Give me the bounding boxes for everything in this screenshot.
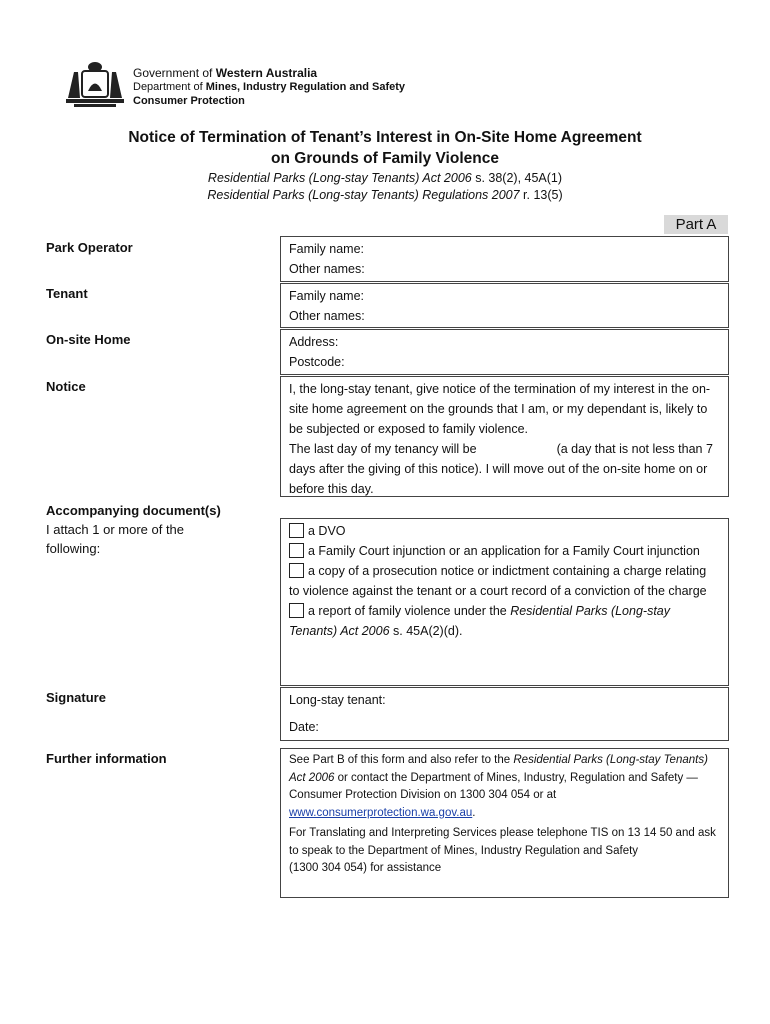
checkbox[interactable] <box>289 543 304 558</box>
last-day-text[interactable]: The last day of my tenancy will be (a day that is not less than 7 days after the giving of this notice). I will move out of the on-site home on or before this day. <box>289 442 713 496</box>
further-info-text: See Part B of this form and also refer to the Residential Parks (Long-stay Tenants) Act 2006 or contact the Department of Mines, Industry, Regulation and Safety — Consumer Protection Division on 1300 304 054 or at www.consumerprotection.wa.gov.au. <box>289 754 708 819</box>
organisation-name: Government of Western Australia Department of Mines, Industry Regulation and Safety Consumer Protection <box>133 66 406 107</box>
checkbox[interactable] <box>289 603 304 618</box>
tenant-label: Tenant <box>46 286 88 301</box>
notice-label: Notice <box>46 379 86 394</box>
coat-of-arms-icon <box>64 58 126 108</box>
postcode-field[interactable]: Postcode: <box>289 355 345 369</box>
onsite-home-box[interactable] <box>280 329 729 375</box>
other-names-field[interactable]: Other names: <box>289 309 365 323</box>
documents-sublabel: I attach 1 or more of the following: <box>46 522 185 556</box>
signature-box[interactable] <box>280 687 729 741</box>
park-operator-box[interactable] <box>280 236 729 282</box>
address-field[interactable]: Address: <box>289 335 339 349</box>
tenant-signature-field[interactable]: Long-stay tenant: <box>289 693 386 707</box>
tenant-box[interactable] <box>280 283 729 328</box>
website-link[interactable]: www.consumerprotection.wa.gov.au <box>289 806 473 819</box>
family-name-field[interactable]: Family name: <box>289 289 365 303</box>
option-family-court[interactable]: a Family Court injunction or an application for a Family Court injunction <box>289 541 720 561</box>
legislation-reference: Residential Parks (Long-stay Tenants) Act 2006 s. 38(2), 45A(1) Residential Parks (Long-stay Tenants) Regulations 2007 r. 13(5) <box>207 171 563 202</box>
documents-label: Accompanying document(s) <box>46 503 221 518</box>
assistance-text: (1300 304 054) for assistance <box>289 862 442 874</box>
further-info-label: Further information <box>46 751 167 766</box>
signature-label: Signature <box>46 690 106 705</box>
page-title: Notice of Termination of Tenant’s Interest in On-Site Home Agreement on Grounds of Family Violence <box>128 129 642 167</box>
part-a-badge: Part A <box>664 215 728 234</box>
checkbox[interactable] <box>289 563 304 578</box>
other-names-field[interactable]: Other names: <box>289 262 365 276</box>
checkbox[interactable] <box>289 523 304 538</box>
further-info-box <box>280 748 729 898</box>
option-prosecution-notice[interactable]: a copy of a prosecution notice or indictment containing a charge relating to violence against the tenant or a court record of a conviction of the charge <box>289 564 707 598</box>
notice-box <box>280 376 729 497</box>
option-family-violence-report[interactable]: a report of family violence under the Residential Parks (Long-stay Tenants) Act 2006 s. 45A(2)(d). <box>289 604 670 638</box>
tis-text: For Translating and Interpreting Services please telephone TIS on 13 14 50 and ask to speak to the Department of Mines, Industry Regulation and Safety <box>289 827 716 857</box>
documents-box <box>280 518 729 686</box>
date-field[interactable]: Date: <box>289 720 319 734</box>
option-dvo[interactable]: a DVO <box>289 521 720 541</box>
family-name-field[interactable]: Family name: <box>289 242 365 256</box>
notice-text: I, the long-stay tenant, give notice of the termination of my interest in the on-site home agreement on the grounds that I am, or my dependant is, likely to be subjected or exposed to family violence. <box>289 382 711 436</box>
onsite-home-label: On-site Home <box>46 332 131 347</box>
park-operator-label: Park Operator <box>46 240 133 255</box>
